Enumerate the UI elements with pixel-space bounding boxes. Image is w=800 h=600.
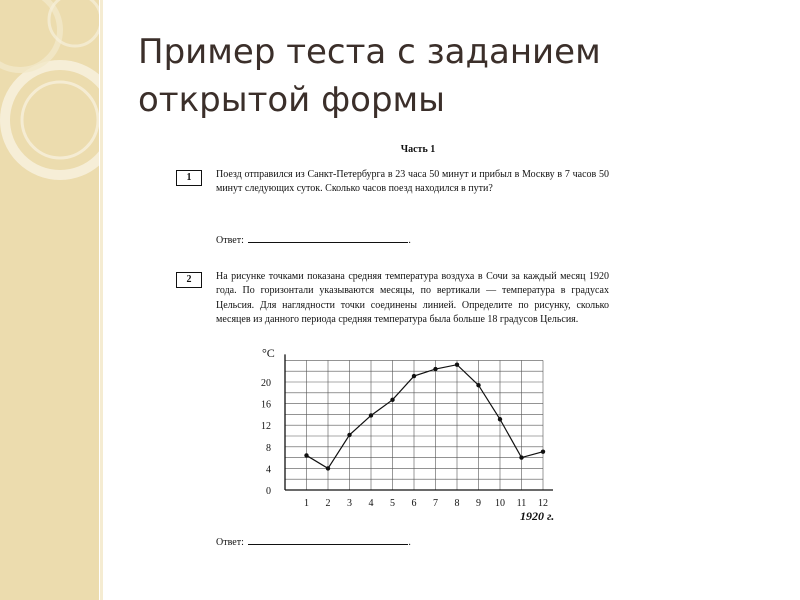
answer-blank-2 <box>248 534 408 545</box>
slide-title-line2: открытой формы <box>138 80 446 120</box>
x-tick-label: 2 <box>325 498 331 509</box>
y-tick-label: 12 <box>261 421 271 433</box>
task-text-1: Поезд отправился из Санкт-Петербурга в 23 часа 50 минут и прибыл в Москву в 7 часов 50 минут следующих суток. Сколько часов поезд находился в пути? <box>216 169 609 195</box>
task-number-2: 2 <box>176 272 202 288</box>
series-line <box>307 365 544 469</box>
y-axis-unit: °C <box>262 346 275 360</box>
chart-grid <box>285 360 543 490</box>
data-point <box>390 398 394 402</box>
x-tick-label: 1 <box>304 498 309 509</box>
task-number-1: 1 <box>176 170 202 186</box>
data-point <box>476 383 480 387</box>
data-point <box>498 417 502 421</box>
chart-y-ticks <box>261 378 271 497</box>
x-tick-label: 4 <box>368 498 374 509</box>
chart-points <box>304 363 545 471</box>
x-tick-label: 12 <box>538 498 548 509</box>
x-tick-label: 9 <box>476 498 481 509</box>
answer-line-2 <box>216 534 411 548</box>
y-tick-label: 20 <box>261 378 271 389</box>
data-point <box>541 449 545 453</box>
y-tick-label: 8 <box>266 442 271 454</box>
data-point <box>412 374 416 378</box>
y-tick-label: 0 <box>266 486 271 497</box>
y-tick-label: 4 <box>266 464 271 476</box>
data-point <box>369 413 373 417</box>
answer-label-1: Ответ: <box>216 235 244 246</box>
answer-end-1: . <box>408 235 411 246</box>
answer-label-2: Ответ: <box>216 537 244 548</box>
x-tick-label: 8 <box>454 498 460 509</box>
y-tick-label: 16 <box>261 399 271 411</box>
chart-x-ticks <box>304 498 548 509</box>
x-axis-unit: 1920 г. <box>520 509 555 523</box>
x-tick-label: 5 <box>390 498 395 509</box>
task-text-2: На рисунке точками показана средняя температура воздуха в Сочи за каждый месяц 1920 года. По горизонтали указываются месяцы, по вертикали — температура в градусах Цельсия. Для наглядности точки соединены линией. Определите по рисунку, сколько месяцев из данного периода средняя температура была больше 18 градусов Цельсия. <box>216 271 609 325</box>
data-point <box>304 453 308 457</box>
answer-end-2: . <box>408 537 411 548</box>
x-tick-label: 7 <box>433 498 438 509</box>
data-point <box>433 367 437 371</box>
data-point <box>326 466 330 470</box>
data-point <box>347 433 351 437</box>
x-tick-label: 11 <box>516 498 527 509</box>
data-point <box>519 455 523 459</box>
data-point <box>455 363 459 367</box>
x-tick-label: 3 <box>347 498 352 509</box>
slide-title-line1: Пример теста с заданием <box>138 32 601 72</box>
x-tick-label: 6 <box>411 498 417 509</box>
x-tick-label: 10 <box>495 498 505 509</box>
part-title: Часть 1 <box>400 144 436 155</box>
